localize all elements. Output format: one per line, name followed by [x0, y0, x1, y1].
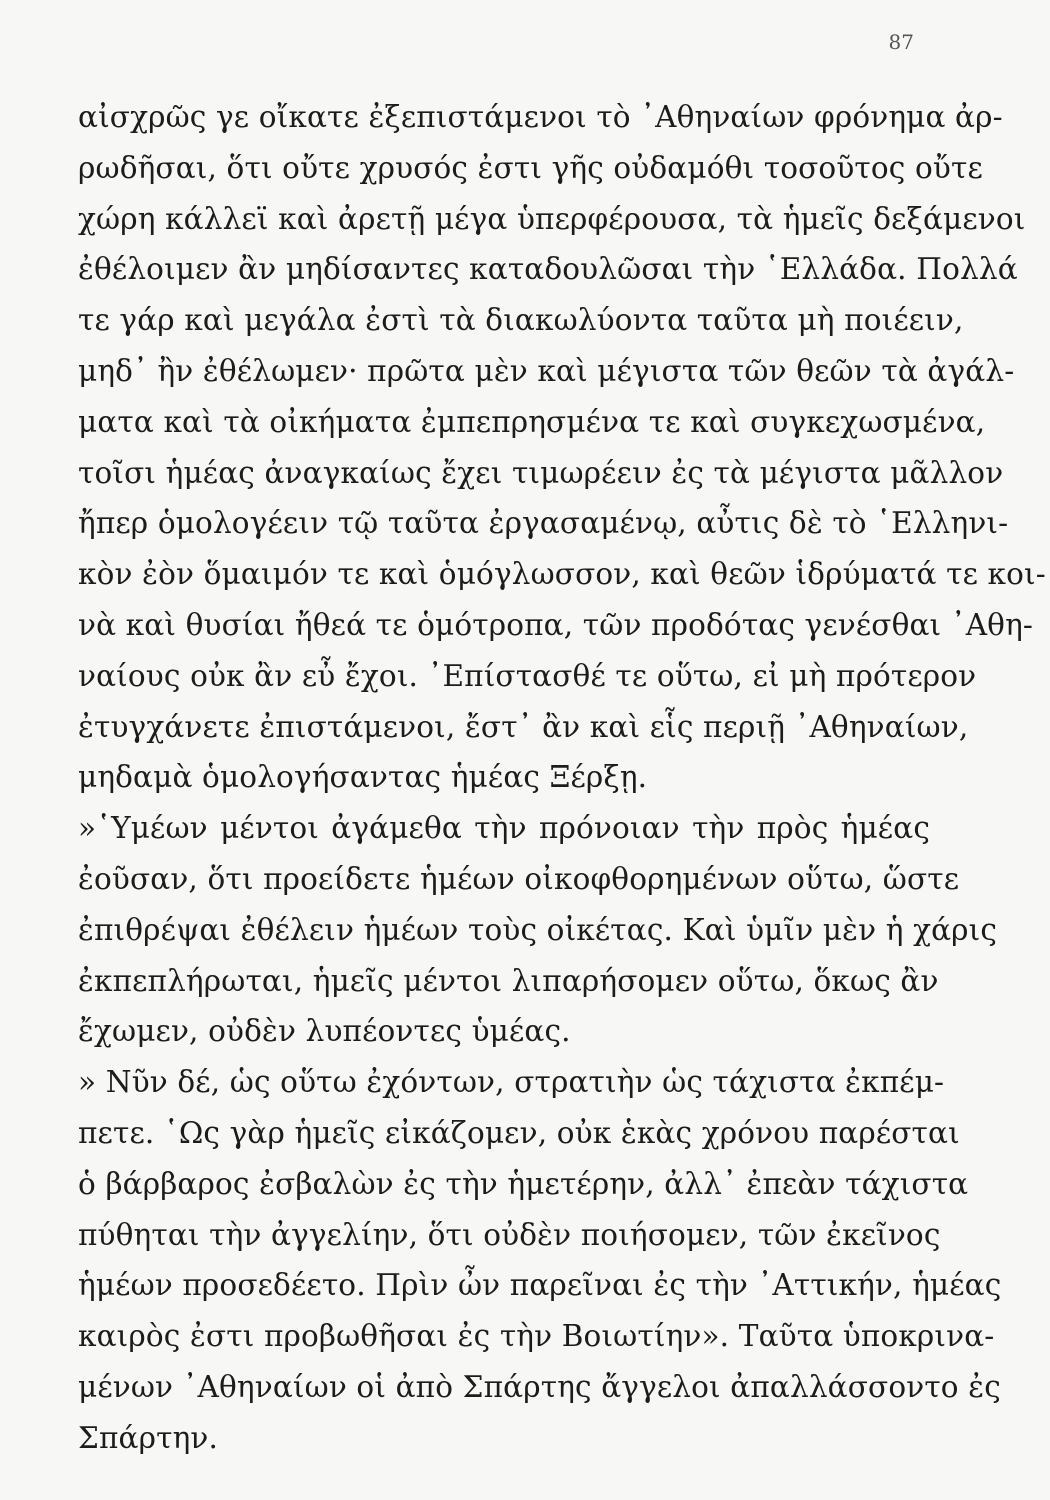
text-line: νὰ καὶ θυσίαι ἤθεά τε ὁμότροπα, τῶν προδότας γενέσθαι ᾿Αθη-: [78, 607, 1034, 642]
text-line: ἐθέλοιμεν ἂν μηδίσαντες καταδουλῶσαι τὴν ῾Ελλάδα. Πολλά: [78, 252, 1018, 287]
text-line: ἤπερ ὁμολογέειν τῷ ταῦτα ἐργασαμένῳ, αὖτις δὲ τὸ ῾Ελληνι-: [78, 506, 1009, 541]
text-line: καιρὸς ἐστι προβωθῆσαι ἐς τὴν Βοιωτίην». Ταῦτα ὑποκρινα-: [78, 1319, 995, 1354]
text-line: χώρη κάλλεϊ καὶ ἀρετῇ μέγα ὑπερφέρουσα, τὰ ἡμεῖς δεξάμενοι: [78, 201, 1026, 236]
text-line: ἡμέων προσεδέετο. Πρὶν ὦν παρεῖναι ἐς τὴν ᾿Αττικήν, ἡμέας: [78, 1268, 1002, 1303]
text-line: ἐπιθρέψαι ἐθέλειν ἡμέων τοὺς οἰκέτας. Καὶ ὑμῖν μὲν ἡ χάρις: [78, 912, 998, 947]
text-line: ματα καὶ τὰ οἰκήματα ἐμπεπρησμένα τε καὶ συγκεχωσμένα,: [78, 404, 986, 439]
text-line: αἰσχρῶς γε οἴκατε ἐξεπιστάμενοι τὸ ᾿Αθηναίων φρόνημα ἀρ-: [78, 100, 1003, 134]
text-line: » Νῦν δέ, ὡς οὕτω ἐχόντων, στρατιὴν ὡς τάχιστα ἐκπέμ-: [78, 1065, 945, 1100]
text-line: ἔχωμεν, οὐδὲν λυπέοντες ὑμέας.: [78, 1014, 571, 1049]
text-line: τε γάρ καὶ μεγάλα ἐστὶ τὰ διακωλύοντα ταῦτα μὴ ποιέειν,: [78, 303, 964, 338]
text-line: τοῖσι ἡμέας ἀναγκαίως ἔχει τιμωρέειν ἐς τὰ μέγιστα μᾶλλον: [78, 455, 1004, 490]
text-line: Σπάρτην.: [78, 1420, 219, 1455]
text-line: πετε. ῾Ως γὰρ ἡμεῖς εἰκάζομεν, οὐκ ἑκὰς χρόνου παρέσται: [78, 1115, 960, 1150]
text-line: μηδαμὰ ὁμολογήσαντας ἡμέας Ξέρξῃ.: [78, 760, 648, 795]
body-text: [78, 92, 1046, 1464]
text-line: ἐτυγχάνετε ἐπιστάμενοι, ἔστ᾿ ἂν καὶ εἷς περιῇ ᾿Αθηναίων,: [78, 709, 969, 744]
text-line: »῾Υμέων μέντοι ἀγάμεθα τὴν πρόνοιαν τὴν πρὸς ἡμέας: [78, 811, 930, 846]
text-line: ρωδῆσαι, ὅτι οὔτε χρυσός ἐστι γῆς οὐδαμόθι τοσοῦτος οὔτε: [78, 150, 983, 185]
text-line: ἐκπεπλήρωται, ἡμεῖς μέντοι λιπαρήσομεν οὕτω, ὅκως ἂν: [78, 963, 939, 998]
text-line: ὁ βάρβαρος ἐσβαλὼν ἐς τὴν ἡμετέρην, ἀλλ᾿ ἐπεὰν τάχιστα: [78, 1166, 969, 1201]
text-line: κὸν ἐὸν ὅμαιμόν τε καὶ ὁμόγλωσσον, καὶ θεῶν ἱδρύματά τε κοι-: [78, 557, 1046, 592]
text-line: μηδ᾿ ἢν ἐθέλωμεν· πρῶτα μὲν καὶ μέγιστα τῶν θεῶν τὰ ἀγάλ-: [78, 353, 1015, 388]
text-line: πύθηται τὴν ἀγγελίην, ὅτι οὐδὲν ποιήσομεν, τῶν ἐκεῖνος: [78, 1217, 941, 1252]
text-line: μένων ᾿Αθηναίων οἱ ἀπὸ Σπάρτης ἄγγελοι ἀπαλλάσσοντο ἐς: [78, 1369, 1001, 1404]
page-number: 87: [888, 30, 914, 54]
text-line: ἐοῦσαν, ὅτι προείδετε ἡμέων οἰκοφθορημένων οὕτω, ὥστε: [78, 861, 960, 896]
text-line: ναίους οὐκ ἂν εὖ ἔχοι. ᾿Επίστασθέ τε οὕτω, εἰ μὴ πρότερον: [78, 658, 977, 693]
